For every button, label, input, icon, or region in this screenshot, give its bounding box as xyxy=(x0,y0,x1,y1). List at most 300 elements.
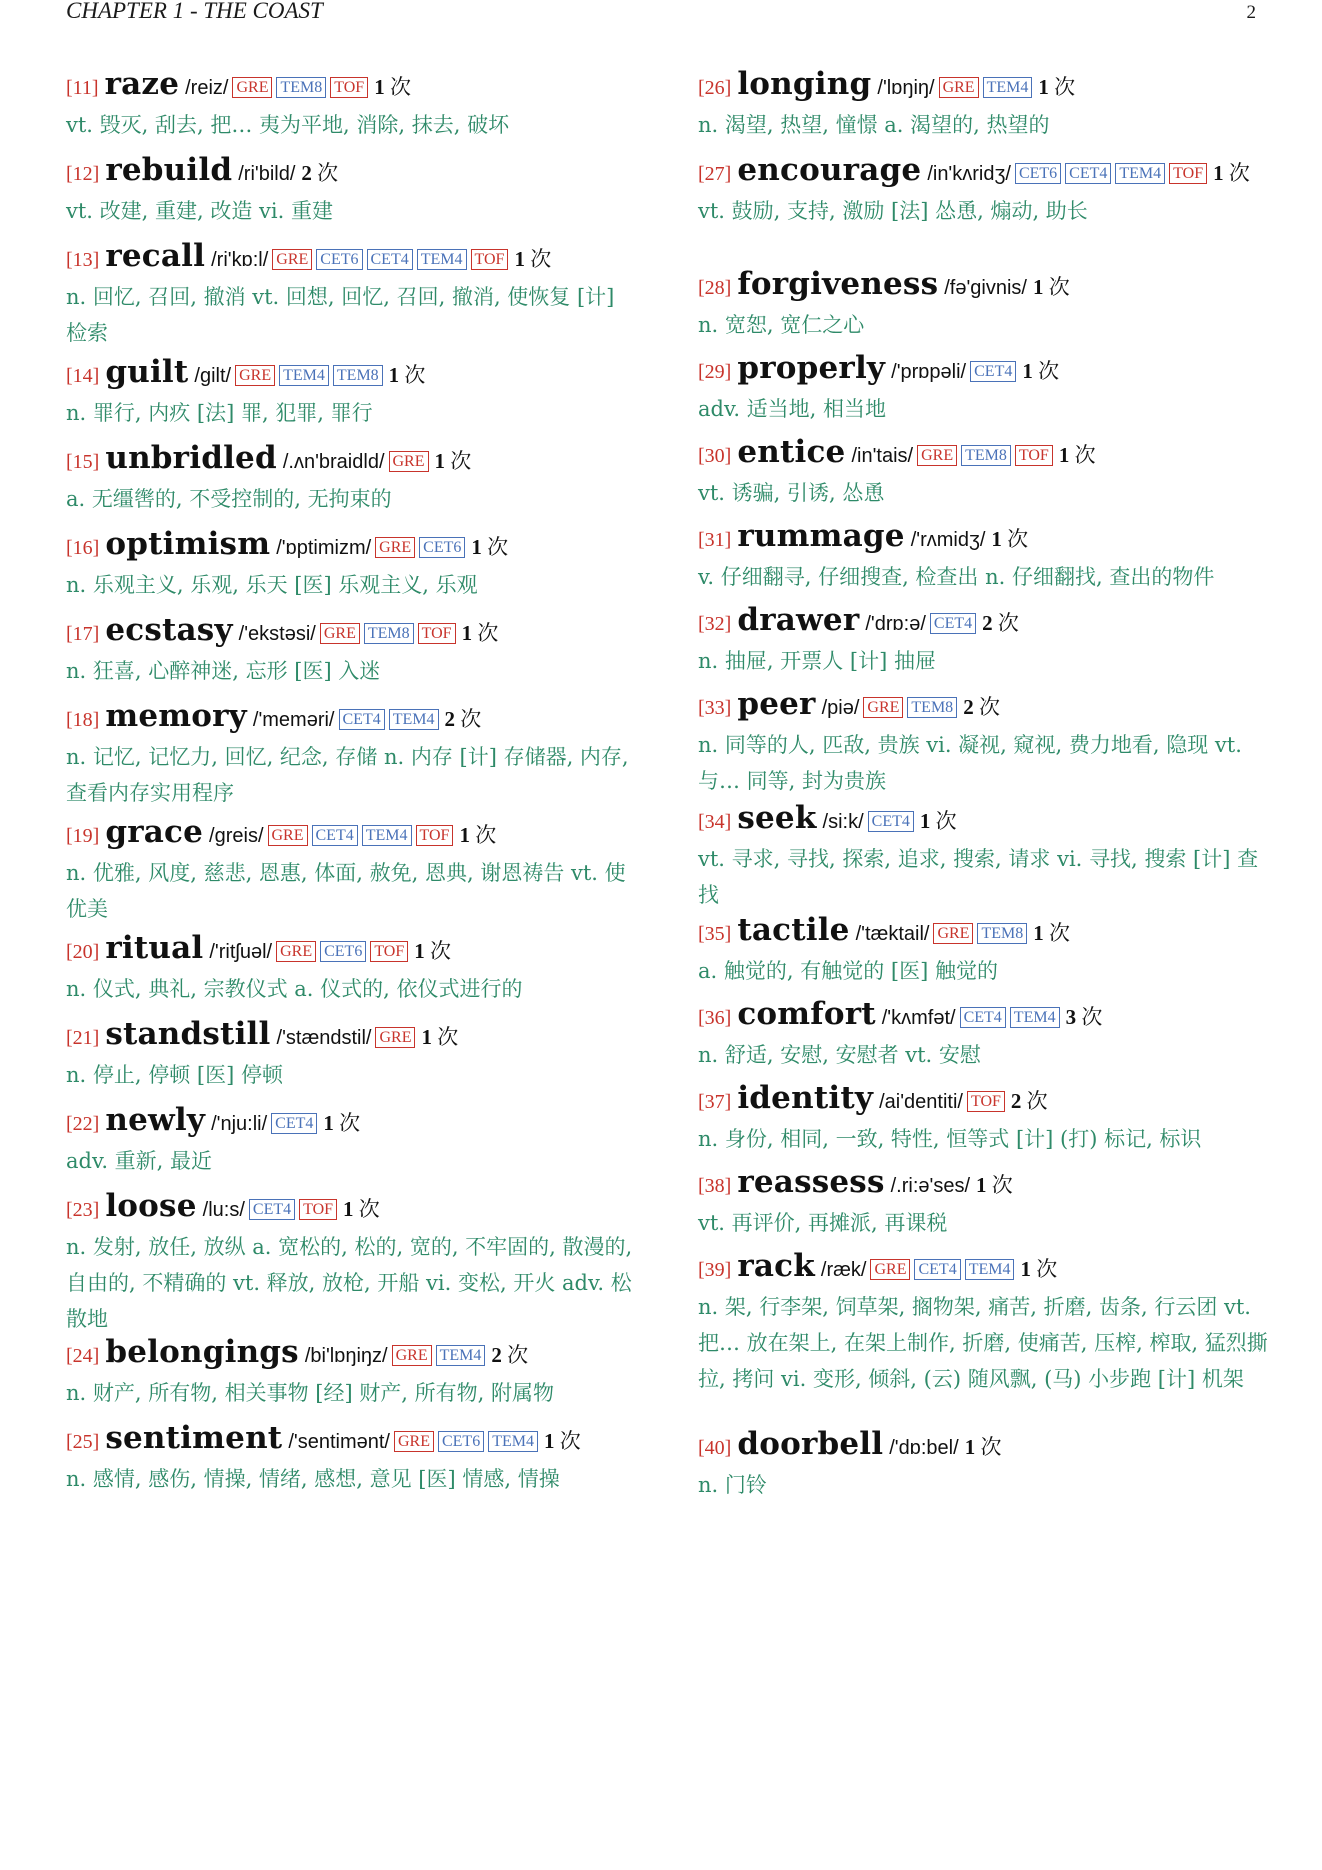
exam-tag: CET6 xyxy=(320,941,366,962)
phonetic: /ai'dentiti/ xyxy=(879,1091,963,1113)
vocab-entry xyxy=(698,1080,1273,1157)
definition: n. 停止, 停顿 [医] 停顿 xyxy=(66,1063,283,1087)
definition: n. 罪行, 内疚 [法] 罪, 犯罪, 罪行 xyxy=(66,401,373,425)
phonetic: /'lɒŋiŋ/ xyxy=(877,77,935,99)
count-unit: 次 xyxy=(317,161,339,185)
definition: vt. 寻求, 寻找, 探索, 追求, 搜索, 请求 vi. 寻找, 搜索 [计] 查找 xyxy=(698,847,1259,907)
entry-index: [31] xyxy=(698,529,732,551)
vocab-entry xyxy=(66,354,638,431)
entry-index: [14] xyxy=(66,365,100,387)
definition: n. 身份, 相同, 一致, 特性, 恒等式 [计] (打) 标记, 标识 xyxy=(698,1127,1202,1151)
entry-headline xyxy=(66,440,638,481)
headword: raze xyxy=(104,66,180,102)
entry-index: [12] xyxy=(66,163,100,185)
headword: longing xyxy=(737,66,872,102)
exam-tag: CET6 xyxy=(419,537,465,558)
headword: forgiveness xyxy=(737,266,939,302)
exam-tag: GRE xyxy=(863,697,903,718)
entry-index: [13] xyxy=(66,249,100,271)
entry-headline xyxy=(66,66,638,107)
chapter-title: CHAPTER 1 - THE COAST xyxy=(66,0,323,23)
count-unit: 次 xyxy=(1036,1257,1058,1281)
count-unit: 次 xyxy=(991,1173,1013,1197)
phonetic: /'nju:li/ xyxy=(211,1113,268,1135)
count-unit: 次 xyxy=(389,75,411,99)
count-value: 1 xyxy=(514,247,525,271)
definition: n. 渴望, 热望, 憧憬 a. 渴望的, 热望的 xyxy=(698,113,1050,137)
vocab-entry xyxy=(698,152,1273,229)
phonetic: /'prɒpəli/ xyxy=(891,361,967,383)
entry-index: [23] xyxy=(66,1199,100,1221)
count-unit: 次 xyxy=(935,809,957,833)
occurrence-count xyxy=(343,1197,380,1221)
entry-index: [20] xyxy=(66,941,100,963)
entry-headline xyxy=(66,526,638,567)
headword: recall xyxy=(105,238,206,274)
entry-index: [25] xyxy=(66,1431,100,1453)
count-value: 1 xyxy=(991,527,1002,551)
definition: vt. 鼓励, 支持, 激励 [法] 怂恿, 煽动, 助长 xyxy=(698,199,1088,223)
headword: newly xyxy=(105,1102,206,1138)
exam-tag: CET4 xyxy=(271,1113,317,1134)
entry-index: [22] xyxy=(66,1113,100,1135)
exam-tag: GRE xyxy=(389,451,429,472)
headword: reassess xyxy=(737,1164,885,1200)
vocab-entry xyxy=(698,602,1273,679)
entry-headline xyxy=(698,434,1273,475)
vocab-entry xyxy=(66,440,638,517)
definition: vt. 再评价, 再摊派, 再课税 xyxy=(698,1211,948,1235)
entry-index: [24] xyxy=(66,1345,100,1367)
definition: n. 仪式, 典礼, 宗教仪式 a. 仪式的, 依仪式进行的 xyxy=(66,977,523,1001)
exam-tag: TEM8 xyxy=(907,697,957,718)
headword: sentiment xyxy=(105,1420,283,1456)
entry-headline xyxy=(698,1164,1273,1205)
count-value: 1 xyxy=(434,449,445,473)
count-value: 1 xyxy=(1058,443,1070,467)
definition: n. 同等的人, 匹敌, 贵族 vi. 凝视, 窥视, 费力地看, 隐现 vt. 与… 同等, 封为贵族 xyxy=(698,733,1242,793)
definition: adv. 适当地, 相当地 xyxy=(698,397,887,421)
phonetic: /lu:s/ xyxy=(202,1199,245,1221)
count-value: 3 xyxy=(1065,1005,1077,1029)
headword: encourage xyxy=(737,152,922,188)
occurrence-count xyxy=(963,695,1000,719)
count-unit: 次 xyxy=(475,823,497,847)
exam-tag: CET4 xyxy=(312,825,358,846)
exam-tag: GRE xyxy=(276,941,316,962)
occurrence-count xyxy=(976,1173,1013,1197)
exam-tag: CET4 xyxy=(868,811,914,832)
count-unit: 次 xyxy=(404,363,426,387)
count-unit: 次 xyxy=(1228,161,1250,185)
count-value: 1 xyxy=(543,1429,555,1453)
definition: n. 门铃 xyxy=(698,1473,767,1497)
phonetic: /'kʌmfət/ xyxy=(881,1007,956,1029)
phonetic: /'sentimənt/ xyxy=(288,1431,390,1453)
count-value: 2 xyxy=(982,611,993,635)
entry-headline xyxy=(66,1102,638,1143)
exam-tag: TEM4 xyxy=(1010,1007,1060,1028)
count-value: 2 xyxy=(1010,1089,1022,1113)
count-value: 1 xyxy=(919,809,931,833)
headword: doorbell xyxy=(737,1426,884,1462)
vocab-entry xyxy=(698,1426,1273,1503)
definition: a. 无缰辔的, 不受控制的, 无拘束的 xyxy=(66,487,392,511)
exam-tag: TEM4 xyxy=(417,249,467,270)
count-value: 2 xyxy=(491,1343,502,1367)
definition: vt. 诱骗, 引诱, 怂恿 xyxy=(698,481,885,505)
entry-headline xyxy=(698,266,1273,307)
occurrence-count xyxy=(544,1429,581,1453)
vocab-entry xyxy=(66,1016,638,1093)
exam-tag: TEM8 xyxy=(333,365,383,386)
exam-tag: TEM4 xyxy=(1115,163,1165,184)
count-unit: 次 xyxy=(450,449,472,473)
definition: n. 记忆, 记忆力, 回忆, 纪念, 存储 n. 内存 [计] 存储器, 内存, 查看内存实用程序 xyxy=(66,745,629,805)
exam-tag: CET4 xyxy=(339,709,385,730)
count-value: 1 xyxy=(976,1173,987,1197)
count-value: 1 xyxy=(461,621,473,645)
vocab-entry xyxy=(66,238,638,351)
exam-tag: TOF xyxy=(299,1199,337,1220)
occurrence-count xyxy=(471,535,508,559)
headword: rebuild xyxy=(105,152,233,188)
occurrence-count xyxy=(421,1025,458,1049)
exam-tag: CET4 xyxy=(960,1007,1006,1028)
headword: loose xyxy=(105,1188,197,1224)
exam-tag: TOF xyxy=(1015,445,1053,466)
phonetic: /in'kʌridʒ/ xyxy=(927,163,1011,185)
entry-index: [16] xyxy=(66,537,100,559)
phonetic: /'drɒ:ə/ xyxy=(865,613,926,635)
definition: vt. 改建, 重建, 改造 vi. 重建 xyxy=(66,199,333,223)
vocab-entry xyxy=(66,1334,638,1411)
vocab-entry xyxy=(66,66,638,143)
entry-index: [15] xyxy=(66,451,100,473)
count-unit: 次 xyxy=(1048,921,1070,945)
headword: seek xyxy=(737,800,817,836)
count-unit: 次 xyxy=(1038,359,1060,383)
entry-headline xyxy=(698,66,1273,107)
vocab-entry xyxy=(66,152,638,229)
occurrence-count xyxy=(389,363,426,387)
entry-headline xyxy=(66,1420,638,1461)
entry-index: [38] xyxy=(698,1175,732,1197)
entry-headline xyxy=(698,996,1273,1037)
headword: ritual xyxy=(105,930,204,966)
vocab-entry xyxy=(698,66,1273,143)
entry-index: [33] xyxy=(698,697,732,719)
occurrence-count xyxy=(374,75,411,99)
headword: identity xyxy=(737,1080,874,1116)
phonetic: /ræk/ xyxy=(820,1259,867,1281)
headword: standstill xyxy=(105,1016,271,1052)
entry-index: [34] xyxy=(698,811,732,833)
exam-tag: GRE xyxy=(235,365,275,386)
entry-headline xyxy=(66,152,638,193)
occurrence-count xyxy=(414,939,451,963)
page-number: 2 xyxy=(1246,2,1256,23)
exam-tag: CET6 xyxy=(438,1431,484,1452)
count-value: 2 xyxy=(301,161,312,185)
count-value: 1 xyxy=(1213,161,1224,185)
entry-index: [39] xyxy=(698,1259,732,1281)
phonetic: /.ʌn'braidld/ xyxy=(282,451,385,473)
occurrence-count xyxy=(1038,75,1075,99)
count-unit: 次 xyxy=(460,707,482,731)
vocab-entry xyxy=(698,266,1273,343)
entry-index: [32] xyxy=(698,613,732,635)
entry-index: [18] xyxy=(66,709,100,731)
headword: ecstasy xyxy=(105,612,233,648)
phonetic: /'ekstəsi/ xyxy=(238,623,316,645)
exam-tag: GRE xyxy=(870,1259,910,1280)
exam-tag: TOF xyxy=(967,1091,1005,1112)
entry-headline xyxy=(698,602,1273,643)
occurrence-count xyxy=(1020,1257,1057,1281)
exam-tag: TOF xyxy=(330,77,368,98)
vocab-entry xyxy=(66,930,638,1007)
exam-tag: TEM8 xyxy=(276,77,326,98)
exam-tag: GRE xyxy=(375,1027,415,1048)
definition: n. 宽恕, 宽仁之心 xyxy=(698,313,865,337)
headword: entice xyxy=(737,434,846,470)
phonetic: /si:k/ xyxy=(822,811,864,833)
headword: guilt xyxy=(105,354,189,390)
exam-tag: CET4 xyxy=(367,249,413,270)
definition: adv. 重新, 最近 xyxy=(66,1149,213,1173)
exam-tag: CET4 xyxy=(249,1199,295,1220)
count-value: 1 xyxy=(964,1435,976,1459)
vocab-entry xyxy=(698,350,1273,427)
exam-tag: GRE xyxy=(939,77,979,98)
entry-headline xyxy=(66,1334,638,1375)
phonetic: /reiz/ xyxy=(185,77,229,99)
phonetic: /.ri:ə'ses/ xyxy=(890,1175,971,1197)
vocab-entry xyxy=(66,1102,638,1179)
occurrence-count xyxy=(1066,1005,1103,1029)
definition: vt. 毁灭, 刮去, 把… 夷为平地, 消除, 抹去, 破坏 xyxy=(66,113,510,137)
headword: drawer xyxy=(737,602,860,638)
exam-tag: TEM8 xyxy=(977,923,1027,944)
entry-index: [40] xyxy=(698,1437,732,1459)
definition: n. 狂喜, 心醉神迷, 忘形 [医] 入迷 xyxy=(66,659,381,683)
count-value: 1 xyxy=(374,75,385,99)
occurrence-count xyxy=(491,1343,528,1367)
exam-tag: TOF xyxy=(418,623,456,644)
definition: n. 发射, 放任, 放纵 a. 宽松的, 松的, 宽的, 不牢固的, 散漫的, 自由的, 不精确的 vt. 释放, 放枪, 开船 vi. 变松, 开火 adv. 松散地 xyxy=(66,1235,633,1331)
headword: belongings xyxy=(105,1334,299,1370)
phonetic: /greis/ xyxy=(209,825,264,847)
entry-headline xyxy=(66,698,638,739)
entry-headline xyxy=(698,518,1273,559)
occurrence-count xyxy=(462,621,499,645)
headword: rack xyxy=(737,1248,815,1284)
exam-tag: TEM4 xyxy=(389,709,439,730)
exam-tag: TEM4 xyxy=(362,825,412,846)
exam-tag: TEM8 xyxy=(364,623,414,644)
exam-tag: TEM4 xyxy=(279,365,329,386)
entry-index: [26] xyxy=(698,77,732,99)
entry-index: [30] xyxy=(698,445,732,467)
vocab-entry xyxy=(66,1420,638,1497)
count-value: 1 xyxy=(1022,359,1033,383)
definition: v. 仔细翻寻, 仔细搜查, 检查出 n. 仔细翻找, 查出的物件 xyxy=(698,565,1215,589)
exam-tag: GRE xyxy=(268,825,308,846)
occurrence-count xyxy=(435,449,472,473)
exam-tag: TOF xyxy=(416,825,454,846)
vocab-entry xyxy=(698,996,1273,1073)
occurrence-count xyxy=(991,527,1028,551)
entry-headline xyxy=(698,800,1273,841)
phonetic: /'tæktail/ xyxy=(855,923,930,945)
phonetic: /piə/ xyxy=(821,697,860,719)
entry-index: [37] xyxy=(698,1091,732,1113)
entry-headline xyxy=(66,930,638,971)
phonetic: /ri'bild/ xyxy=(238,163,296,185)
headword: memory xyxy=(105,698,247,734)
count-unit: 次 xyxy=(1048,275,1070,299)
exam-tag: TOF xyxy=(1169,163,1207,184)
entry-headline xyxy=(698,350,1273,391)
definition: n. 感情, 感伤, 情操, 情绪, 感想, 意见 [医] 情感, 情操 xyxy=(66,1467,560,1491)
count-value: 2 xyxy=(444,707,455,731)
count-value: 1 xyxy=(1033,921,1044,945)
entry-headline xyxy=(698,1248,1273,1289)
count-unit: 次 xyxy=(339,1111,361,1135)
count-unit: 次 xyxy=(980,1435,1002,1459)
occurrence-count xyxy=(1213,161,1250,185)
vocab-entry xyxy=(66,1188,638,1337)
count-value: 1 xyxy=(1020,1257,1031,1281)
entry-headline xyxy=(698,1080,1273,1121)
definition: n. 财产, 所有物, 相关事物 [经] 财产, 所有物, 附属物 xyxy=(66,1381,555,1405)
entry-headline xyxy=(698,152,1273,193)
occurrence-count xyxy=(920,809,957,833)
occurrence-count xyxy=(1011,1089,1048,1113)
entry-index: [35] xyxy=(698,923,732,945)
occurrence-count xyxy=(301,161,338,185)
vocab-entry xyxy=(66,814,638,927)
count-unit: 次 xyxy=(1054,75,1076,99)
count-unit: 次 xyxy=(430,939,451,963)
count-unit: 次 xyxy=(1081,1005,1103,1029)
occurrence-count xyxy=(1022,359,1059,383)
headword: unbridled xyxy=(105,440,277,476)
exam-tag: GRE xyxy=(392,1345,432,1366)
page-header xyxy=(66,0,1256,26)
count-unit: 次 xyxy=(997,611,1019,635)
exam-tag: GRE xyxy=(272,249,312,270)
count-unit: 次 xyxy=(487,535,509,559)
headword: tactile xyxy=(737,912,850,948)
exam-tag: CET6 xyxy=(316,249,362,270)
vocab-entry xyxy=(698,686,1273,799)
headword: grace xyxy=(105,814,204,850)
entry-index: [17] xyxy=(66,623,100,645)
exam-tag: TEM4 xyxy=(983,77,1033,98)
vocab-entry xyxy=(698,434,1273,511)
occurrence-count xyxy=(1059,443,1096,467)
exam-tag: TEM8 xyxy=(961,445,1011,466)
vocab-entry xyxy=(698,1164,1273,1241)
definition: n. 优雅, 风度, 慈悲, 恩惠, 体面, 赦免, 恩典, 谢恩祷告 vt. 使优美 xyxy=(66,861,626,921)
headword: properly xyxy=(737,350,886,386)
entry-headline xyxy=(66,612,638,653)
count-unit: 次 xyxy=(978,695,1000,719)
count-unit: 次 xyxy=(559,1429,581,1453)
exam-tag: TOF xyxy=(370,941,408,962)
definition: a. 触觉的, 有触觉的 [医] 触觉的 xyxy=(698,959,998,983)
definition: n. 舒适, 安慰, 安慰者 vt. 安慰 xyxy=(698,1043,981,1067)
phonetic: /'meməri/ xyxy=(252,709,335,731)
occurrence-count xyxy=(1033,921,1070,945)
count-value: 1 xyxy=(323,1111,334,1135)
exam-tag: TEM4 xyxy=(965,1259,1015,1280)
phonetic: /'stændstil/ xyxy=(276,1027,372,1049)
entry-headline xyxy=(698,912,1273,953)
vocab-entry xyxy=(698,912,1273,989)
count-value: 1 xyxy=(343,1197,354,1221)
exam-tag: GRE xyxy=(917,445,957,466)
vocab-entry xyxy=(66,698,638,811)
headword: comfort xyxy=(737,996,876,1032)
phonetic: /'rʌmidʒ/ xyxy=(910,529,986,551)
phonetic: /'dɒ:bel/ xyxy=(889,1437,959,1459)
count-value: 1 xyxy=(1038,75,1049,99)
phonetic: /'ritʃuəl/ xyxy=(209,941,273,963)
exam-tag: GRE xyxy=(232,77,272,98)
entry-headline xyxy=(66,814,638,855)
entry-index: [36] xyxy=(698,1007,732,1029)
count-value: 1 xyxy=(421,1025,432,1049)
occurrence-count xyxy=(1033,275,1070,299)
exam-tag: GRE xyxy=(375,537,415,558)
phonetic: /fə'givnis/ xyxy=(944,277,1027,299)
count-unit: 次 xyxy=(437,1025,459,1049)
count-unit: 次 xyxy=(358,1197,380,1221)
phonetic: /gilt/ xyxy=(194,365,232,387)
vocab-entry xyxy=(698,800,1273,913)
headword: peer xyxy=(737,686,816,722)
phonetic: /'ɒptimizm/ xyxy=(276,537,372,559)
headword: optimism xyxy=(105,526,271,562)
exam-tag: CET4 xyxy=(930,613,976,634)
entry-headline xyxy=(66,354,638,395)
entry-index: [11] xyxy=(66,77,99,99)
count-unit: 次 xyxy=(477,621,499,645)
count-unit: 次 xyxy=(1074,443,1096,467)
count-value: 1 xyxy=(414,939,425,963)
occurrence-count xyxy=(445,707,482,731)
occurrence-count xyxy=(514,247,551,271)
count-value: 1 xyxy=(1032,275,1044,299)
exam-tag: CET4 xyxy=(914,1259,960,1280)
headword: rummage xyxy=(737,518,905,554)
occurrence-count xyxy=(982,611,1019,635)
entry-headline xyxy=(66,1188,638,1229)
phonetic: /bi'lɒŋiŋz/ xyxy=(304,1345,388,1367)
exam-tag: CET4 xyxy=(1065,163,1111,184)
exam-tag: GRE xyxy=(933,923,973,944)
entry-index: [28] xyxy=(698,277,732,299)
entry-headline xyxy=(698,686,1273,727)
count-value: 1 xyxy=(471,535,482,559)
entry-headline xyxy=(698,1426,1273,1467)
entry-headline xyxy=(66,238,638,279)
definition: n. 回忆, 召回, 撤消 vt. 回想, 回忆, 召回, 撤消, 使恢复 [计] 检索 xyxy=(66,285,615,345)
vocab-entry xyxy=(66,526,638,603)
